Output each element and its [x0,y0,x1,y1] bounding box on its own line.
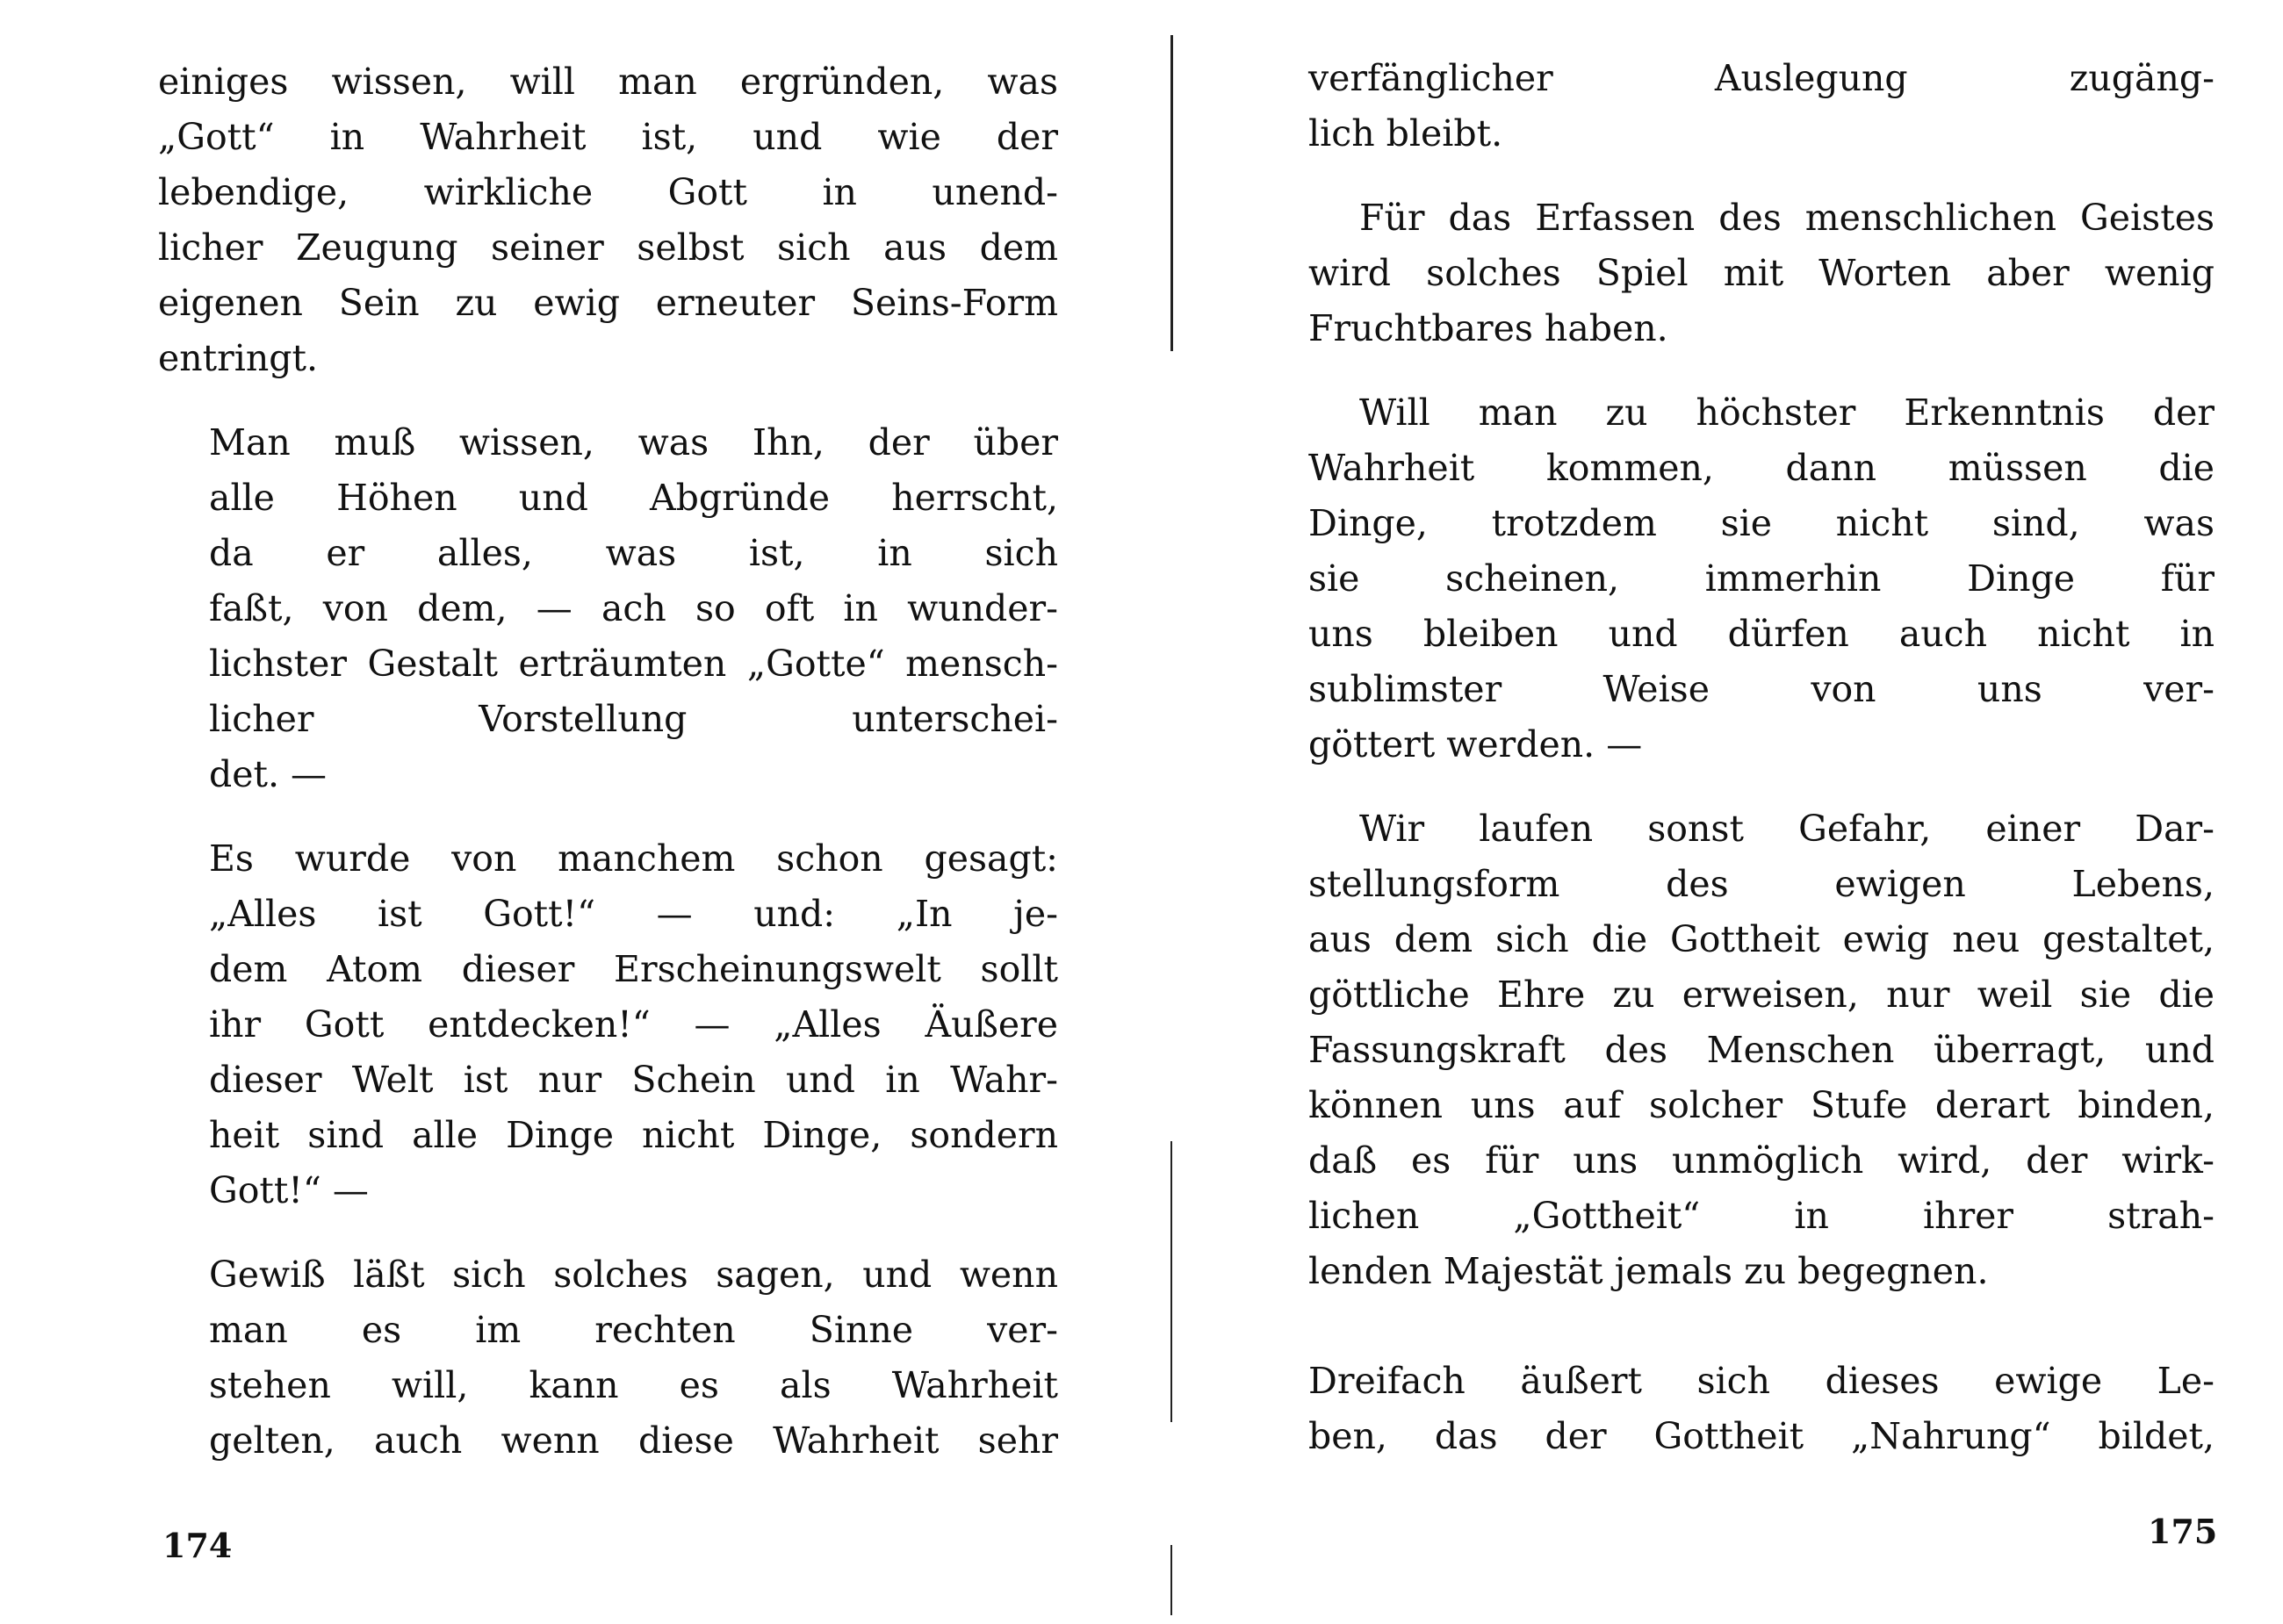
text-line: lebendige, wirkliche Gott in unend- [158,171,1058,213]
text-line: Fassungskraft des Menschen überragt, und [1308,1029,2215,1071]
text-line: heit sind alle Dinge nicht Dinge, sondern [209,1114,1058,1156]
paragraph [1308,385,2215,772]
text-line: lenden Majestät jemals zu begegnen. [1308,1250,1989,1292]
text-line: daß es für uns unmöglich wird, der wirk- [1308,1139,2215,1182]
text-line: Dinge, trotzdem sie nicht sind, was [1308,502,2215,544]
text-line: uns bleiben und dürfen auch nicht in [1308,613,2215,655]
text-line: lich bleibt. [1308,112,1503,154]
paragraph [1308,190,2215,356]
text-line: dieser Welt ist nur Schein und in Wahr- [209,1059,1058,1101]
text-line: können uns auf solcher Stufe derart binden, [1308,1084,2215,1126]
text-line: eigenen Sein zu ewig erneuter Seins-Form [158,282,1058,324]
paragraph [158,415,1058,802]
text-line: Fruchtbares haben. [1308,307,1668,349]
text-line: verfänglicher Auslegung zugäng- [1308,57,2215,99]
text-line: einiges wissen, will man ergründen, was [158,61,1058,103]
gutter-shadow [1170,35,1173,351]
text-line: aus dem sich die Gottheit ewig neu gestaltet, [1308,918,2215,960]
text-line: Wahrheit kommen, dann müssen die [1308,447,2215,489]
text-line: lichen „Gottheit“ in ihrer strah- [1308,1195,2215,1237]
text-line: stehen will, kann es als Wahrheit [209,1364,1058,1406]
text-line: göttliche Ehre zu erweisen, nur weil sie die [1308,974,2215,1016]
right-page-text [1308,51,2215,1493]
paragraph [1308,801,2215,1299]
text-line: „Gott“ in Wahrheit ist, und wie der [158,116,1058,158]
page-number: 175 [2148,1512,2218,1551]
text-line: Gott!“ — [209,1169,369,1211]
right-page [1177,0,2283,1624]
text-line: Wir laufen sonst Gefahr, einer Dar- [1359,808,2215,850]
gutter-shadow [1170,1545,1172,1615]
text-line: Dreifach äußert sich dieses ewige Le- [1308,1360,2215,1402]
text-line: ben, das der Gottheit „Nahrung“ bildet, [1308,1415,2215,1457]
text-line: Für das Erfassen des menschlichen Geistes [1359,197,2215,239]
text-line: Will man zu höchster Erkenntnis der [1359,392,2215,434]
text-line: sublimster Weise von uns ver- [1308,668,2215,710]
text-line: man es im rechten Sinne ver- [209,1309,1058,1351]
text-line: „Alles ist Gott!“ — und: „In je- [209,893,1058,935]
paragraph [158,54,1058,386]
paragraph [1308,51,2215,162]
book-gutter [1170,0,1176,1624]
text-line: gelten, auch wenn diese Wahrheit sehr [209,1419,1058,1462]
left-page-text [158,54,1058,1498]
text-line: ihr Gott entdecken!“ — „Alles Äußere [209,1003,1058,1046]
text-line: sie scheinen, immerhin Dinge für [1308,557,2215,600]
section-start-paragraph [1308,1354,2215,1464]
text-line: dem Atom dieser Erscheinungswelt sollt [209,948,1058,990]
text-line: lichster Gestalt erträumten „Gotte“ mensch- [209,643,1058,685]
text-line: göttert werden. — [1308,723,1643,765]
gutter-shadow [1170,1141,1172,1422]
paragraph [158,1247,1058,1469]
text-line: licher Zeugung seiner selbst sich aus dem [158,226,1058,269]
page-number: 174 [162,1526,233,1565]
text-line: stellungsform des ewigen Lebens, [1308,863,2215,905]
text-line: faßt, von dem, — ach so oft in wunder- [209,587,1058,629]
text-line: entringt. [158,337,319,379]
text-line: alle Höhen und Abgründe herrscht, [209,477,1058,519]
text-line: Es wurde von manchem schon gesagt: [209,837,1058,880]
text-line: wird solches Spiel mit Worten aber wenig [1308,252,2215,294]
text-line: Gewiß läßt sich solches sagen, und wenn [209,1254,1058,1296]
text-line: licher Vorstellung unterschei- [209,698,1058,740]
paragraph [158,831,1058,1218]
text-line: da er alles, was ist, in sich [209,532,1058,574]
text-line: det. — [209,753,328,795]
text-line: Man muß wissen, was Ihn, der über [209,421,1058,463]
